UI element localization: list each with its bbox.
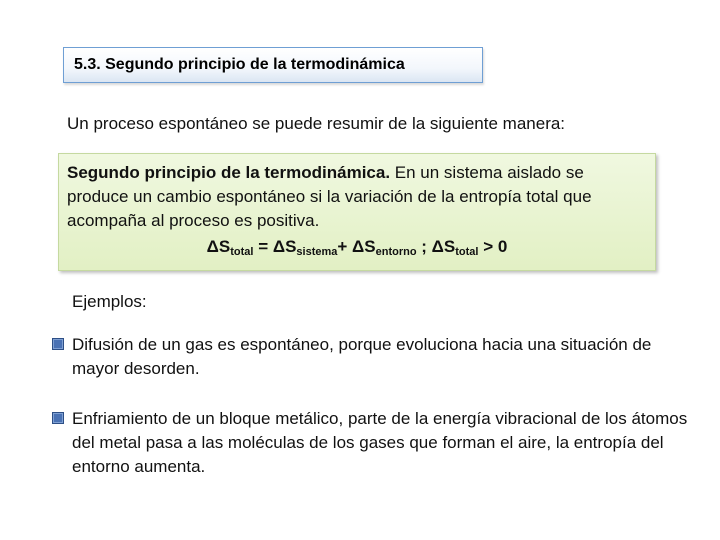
examples-heading: Ejemplos: bbox=[72, 292, 147, 311]
formula-delta-s: ΔS bbox=[352, 237, 376, 256]
slide-title: 5.3. Segundo principio de la termodinámica bbox=[74, 56, 405, 73]
square-bullet-icon bbox=[52, 412, 64, 424]
formula-delta-s: ΔS bbox=[272, 237, 297, 256]
formula-sub-sistema: sistema bbox=[296, 246, 338, 258]
principle-box bbox=[58, 153, 656, 271]
intro-text: Un proceso espontáneo se puede resumir de la siguiente manera: bbox=[67, 114, 566, 133]
example-text: Enfriamiento de un bloque metálico, parte de la energía vibracional de los átomos del metal pasa a las moléculas de los gases que forman el aire, la entropía del entorno aumenta. bbox=[72, 409, 688, 476]
formula-sub-total: total bbox=[230, 246, 254, 258]
principle-heading: Segundo principio de la termodinámica. bbox=[67, 163, 391, 182]
formula-equals: = bbox=[253, 237, 273, 256]
formula-sub-entorno: entorno bbox=[375, 246, 417, 258]
formula-delta-s: ΔS bbox=[431, 237, 456, 256]
example-item bbox=[52, 407, 692, 479]
principle-paragraph bbox=[67, 161, 647, 233]
entropy-formula bbox=[67, 235, 647, 264]
formula-plus: + bbox=[337, 237, 353, 256]
slide-title-box bbox=[63, 47, 483, 83]
principle-text: En un sistema aislado se produce un cambio espontáneo si la variación de la entropía total que acompaña al proceso es positiva. bbox=[67, 163, 592, 230]
formula-greater-than-zero: > 0 bbox=[478, 237, 508, 256]
formula-separator: ; bbox=[416, 237, 432, 256]
formula-sub-total: total bbox=[455, 246, 479, 258]
example-text: Difusión de un gas es espontáneo, porque evoluciona hacia una situación de mayor desorden. bbox=[72, 335, 652, 378]
formula-delta-s: ΔS bbox=[206, 237, 231, 256]
square-bullet-icon bbox=[52, 338, 64, 350]
example-item bbox=[52, 333, 692, 381]
